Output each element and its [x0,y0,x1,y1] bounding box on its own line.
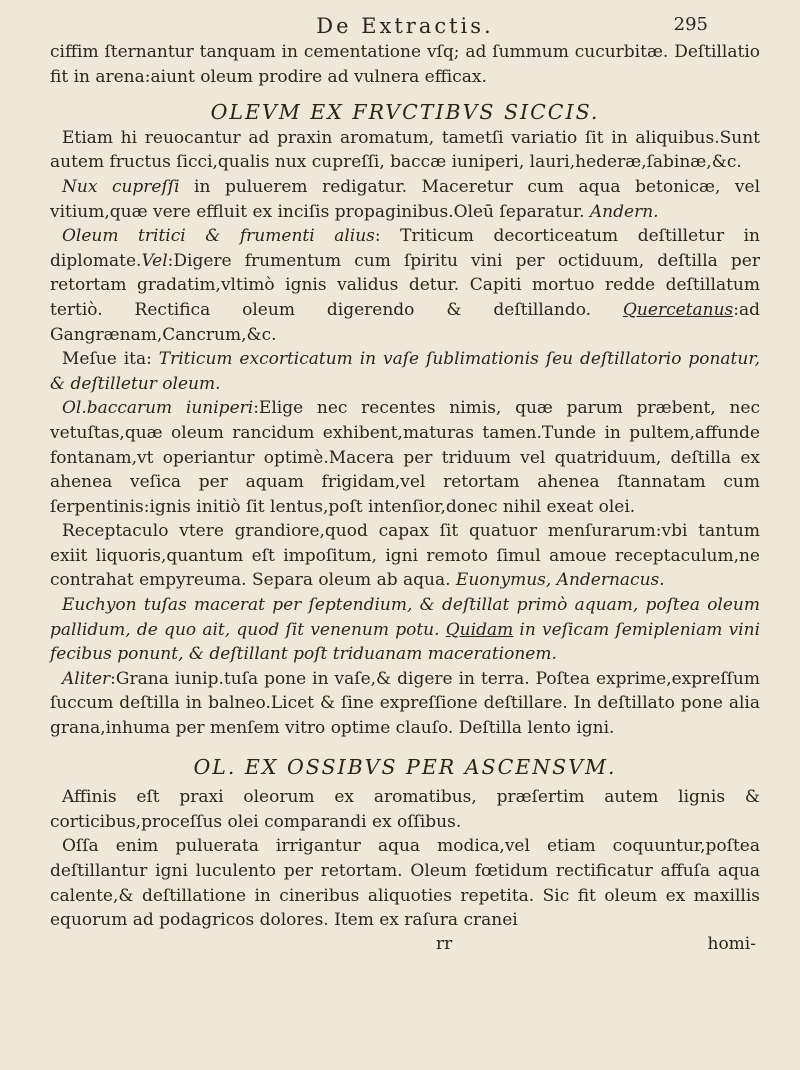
paragraph-oleum-tritici [50,224,760,347]
recipe-text: :Elige nec recentes nimis, quæ parum præbent, nec vetuſtas,quæ oleum rancidum exhibent,maturas tamen.Tunde in pultem,affunde fontanam,vt operiantur optimè.Macera per triduum vel quatriduum, deſtilla ex ahenea veſica per aquam frigidam,vel retortam ahenea ſtannatam cum ſerpentinis:ignis initiò ſit lentus,poſt intenſior,donec nihil exeat olei. [50,398,760,517]
author-citation: Euonymus, Andernacus. [455,570,665,591]
recipe-text: :Grana iunip.tuſa pone in vaſe,& digere in terra. Poſtea exprime,expreſſum ſuccum deſtilla in balneo.Licet & ſine expreſſione deſtillare. In deſtillato pone alia grana,inhuma per menſem vitro optime clauſo. Deſtilla lento igni. [50,668,760,739]
page-number: 295 [673,14,708,35]
quotation: Triticum excorticatum in vaſe ſublimationis ſeu deſtillatorio ponatur, & deſtilletur oleum. [50,349,760,394]
recipe-text: :ad Gangrænam,Cancrum,&c. [50,299,760,345]
paragraph-euchyon [50,593,760,667]
paragraph-affinis: Affinis eſt praxi oleorum ex aromatibus, præſertim autem lignis & corticibus,proceſſus olei comparandi ex oſſibus. [50,787,760,832]
recipe-text: in puluerem redigatur. Maceretur cum aqua betonicæ, vel vitium,quæ vere effluit ex inciſis propaginibus.Oleū ſeparatur. [50,176,761,222]
recipe-lead: Meſue ita: [62,349,159,370]
body-text [50,40,760,933]
recipe-lead: Nux cupreſſi [62,176,180,197]
quotation: in veſicam ſemipleniam vini fecibus ponunt, & deſtillant poſt triduanam macerationem. [50,619,761,665]
recipe-lead: Oleum tritici & frumenti alius [62,226,375,247]
alternative-marker: Vel [141,250,168,271]
section-heading-dry-fruits: OLEVM EX FRVCTIBVS SICCIS. [210,100,600,125]
recipe-lead: Ol.baccarum iuniperi [62,398,254,419]
recipe-text: Receptaculo vtere grandiore,quod capax ſit quatuor menſurarum:vbi tantum exiit liquoris,quantum eſt impoſitum, igni remoto ſimul amoue receptaculum,ne contrahat empyreuma. Separa oleum ab aqua. [50,521,760,591]
author-citation: Andern. [589,201,659,222]
paragraph-nux-cupressi [50,175,760,224]
paragraph-ossa: Oſſa enim puluerata irrigantur aqua modica,vel etiam coquuntur,poſtea deſtillantur igni luculento per retortam. Oleum fœtidum rectificatur affuſa aqua calente,& deſtillatione in cineribus aliquoties repetita. Sic fit oleum ex maxillis equorum ad podagricos dolores. Item ex raſura cranei [50,836,760,931]
recipe-text: : Triticum decorticeatum deſtilletur in diplomate. [50,226,760,271]
paragraph-continuation: ciffim ſternantur tanquam in cementatione vſq; ad ſummum cucurbitæ. Deſtillatio fit in arena:aiunt oleum prodire ad vulnera efficax. [50,42,760,87]
recipe-text: :Digere frumentum cum ſpiritu vini per octiduum, deſtilla per retortam gradatim,vltimò ignis validus detur. Capiti mortuo redde deſtillatum tertiò. Rectifica oleum digerendo & deſtillando. [50,250,760,320]
page-footer [50,933,760,955]
section-heading-bones: OL. EX OSSIBVS PER ASCENSVM. [193,754,617,779]
paragraph-aliter [50,667,760,741]
recipe-lead: Aliter [62,668,111,689]
author-citation: Quercetanus [623,299,734,320]
signature-mark: rr [436,933,453,954]
paragraph-ol-baccarum [50,396,760,519]
quotation: Euchyon tuſas macerat per ſeptendium, & deſtillat primò aquam, poſtea oleum pallidum, de quo ait, quod ſit venenum potu. [50,595,760,640]
quidam-word: Quidam [445,619,514,640]
paragraph-receptaculo [50,519,760,593]
catchword: homi- [707,933,756,954]
running-head [50,0,760,40]
running-title: De Extractis. [316,14,494,38]
paragraph-intro: Etiam hi reuocantur ad praxin aromatum, tametſi variatio ſit in aliquibus.Sunt autem fructus ſicci,qualis nux cupreſſi, baccæ iuniperi, lauri,hederæ,ſabinæ,&c. [50,127,760,173]
paragraph-mesue [50,347,760,396]
